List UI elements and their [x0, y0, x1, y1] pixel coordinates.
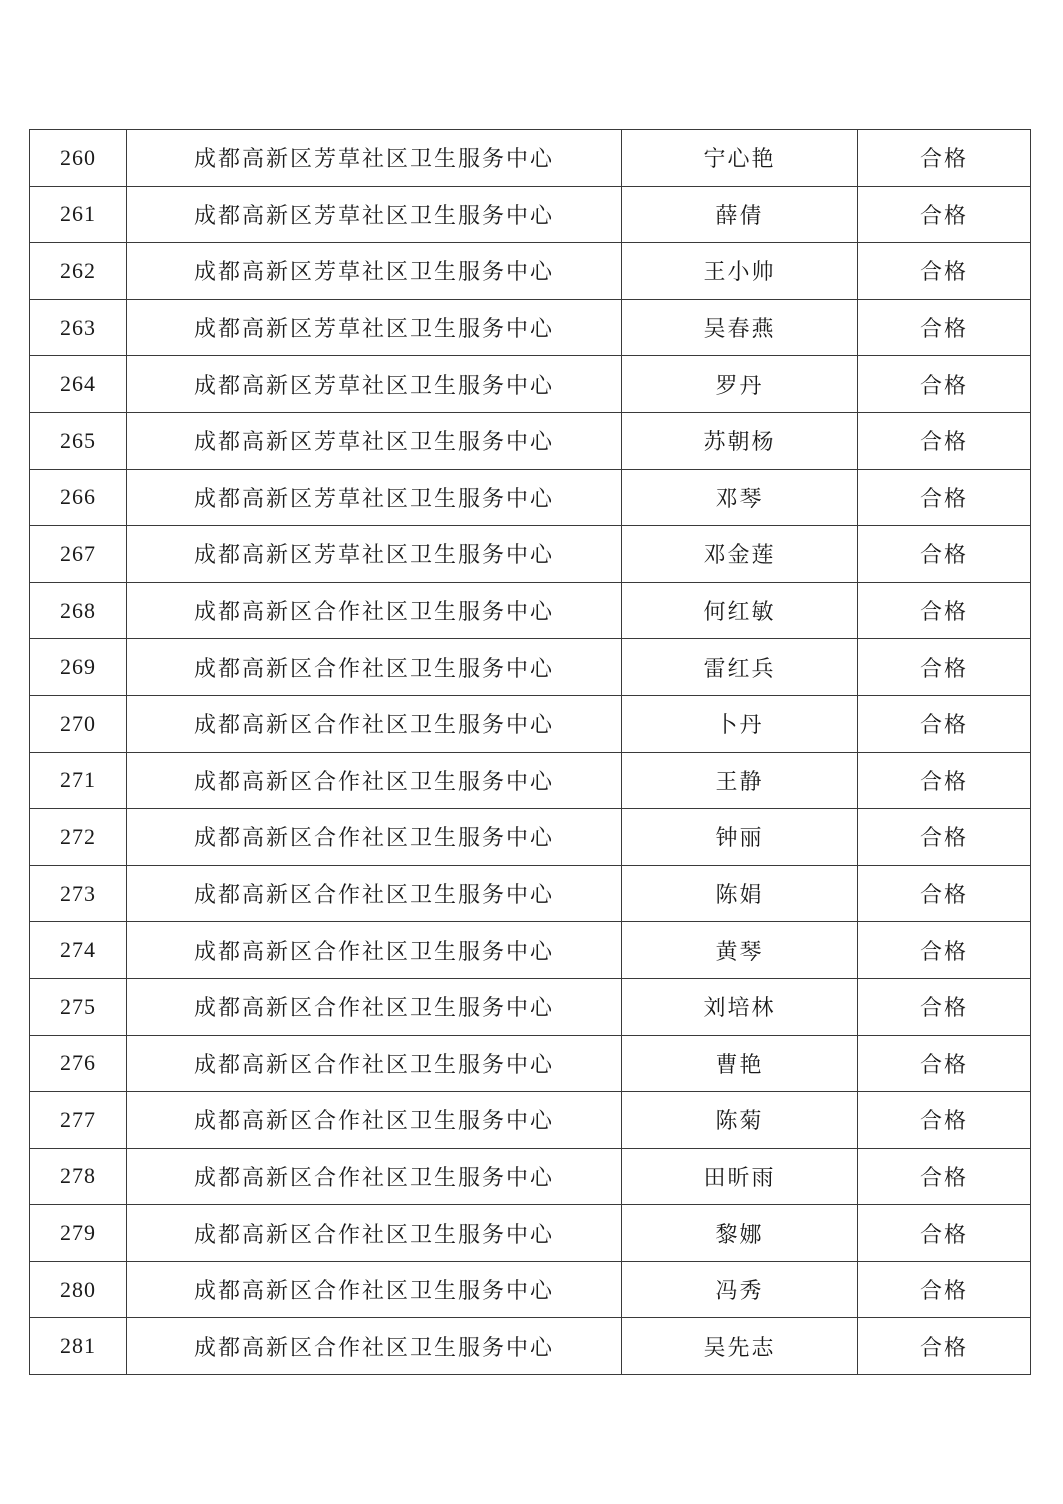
- table-row: [30, 130, 1031, 187]
- person-name-cell: 邓金莲: [622, 526, 858, 583]
- person-name-cell: 邓琴: [622, 469, 858, 526]
- result-cell: 合格: [858, 243, 1031, 300]
- row-number: 267: [30, 526, 127, 583]
- person-name-cell: 何红敏: [622, 582, 858, 639]
- organization-cell: 成都高新区合作社区卫生服务中心: [127, 865, 622, 922]
- table-row: [30, 469, 1031, 526]
- organization-cell: 成都高新区芳草社区卫生服务中心: [127, 469, 622, 526]
- person-name-cell: 冯秀: [622, 1261, 858, 1318]
- result-cell: 合格: [858, 469, 1031, 526]
- row-number: 265: [30, 412, 127, 469]
- organization-cell: 成都高新区合作社区卫生服务中心: [127, 1261, 622, 1318]
- person-name-cell: 薛倩: [622, 186, 858, 243]
- organization-cell: 成都高新区合作社区卫生服务中心: [127, 639, 622, 696]
- row-number: 274: [30, 922, 127, 979]
- result-cell: 合格: [858, 412, 1031, 469]
- row-number: 273: [30, 865, 127, 922]
- table-row: [30, 922, 1031, 979]
- row-number: 262: [30, 243, 127, 300]
- result-cell: 合格: [858, 1092, 1031, 1149]
- table-row: [30, 1035, 1031, 1092]
- row-number: 268: [30, 582, 127, 639]
- table-row: [30, 412, 1031, 469]
- result-cell: 合格: [858, 582, 1031, 639]
- result-cell: 合格: [858, 809, 1031, 866]
- result-cell: 合格: [858, 526, 1031, 583]
- table-row: [30, 1148, 1031, 1205]
- organization-cell: 成都高新区芳草社区卫生服务中心: [127, 526, 622, 583]
- result-cell: 合格: [858, 865, 1031, 922]
- row-number: 270: [30, 695, 127, 752]
- person-name-cell: 陈娟: [622, 865, 858, 922]
- row-number: 264: [30, 356, 127, 413]
- person-name-cell: 吴先志: [622, 1318, 858, 1375]
- organization-cell: 成都高新区芳草社区卫生服务中心: [127, 299, 622, 356]
- table-row: [30, 865, 1031, 922]
- row-number: 271: [30, 752, 127, 809]
- organization-cell: 成都高新区芳草社区卫生服务中心: [127, 356, 622, 413]
- organization-cell: 成都高新区合作社区卫生服务中心: [127, 752, 622, 809]
- organization-cell: 成都高新区合作社区卫生服务中心: [127, 978, 622, 1035]
- table-row: [30, 978, 1031, 1035]
- table-row: [30, 299, 1031, 356]
- person-name-cell: 罗丹: [622, 356, 858, 413]
- person-name-cell: 吴春燕: [622, 299, 858, 356]
- table-row: [30, 752, 1031, 809]
- result-cell: 合格: [858, 978, 1031, 1035]
- organization-cell: 成都高新区合作社区卫生服务中心: [127, 1092, 622, 1149]
- person-name-cell: 陈菊: [622, 1092, 858, 1149]
- result-cell: 合格: [858, 639, 1031, 696]
- table-row: [30, 526, 1031, 583]
- person-name-cell: 钟丽: [622, 809, 858, 866]
- person-name-cell: 宁心艳: [622, 130, 858, 187]
- result-cell: 合格: [858, 1318, 1031, 1375]
- person-name-cell: 卜丹: [622, 695, 858, 752]
- result-cell: 合格: [858, 356, 1031, 413]
- result-cell: 合格: [858, 922, 1031, 979]
- row-number: 260: [30, 130, 127, 187]
- table-row: [30, 186, 1031, 243]
- table-row: [30, 1318, 1031, 1375]
- row-number: 279: [30, 1205, 127, 1262]
- row-number: 278: [30, 1148, 127, 1205]
- person-name-cell: 黄琴: [622, 922, 858, 979]
- organization-cell: 成都高新区合作社区卫生服务中心: [127, 582, 622, 639]
- result-cell: 合格: [858, 1205, 1031, 1262]
- result-cell: 合格: [858, 130, 1031, 187]
- organization-cell: 成都高新区合作社区卫生服务中心: [127, 1318, 622, 1375]
- row-number: 266: [30, 469, 127, 526]
- person-name-cell: 苏朝杨: [622, 412, 858, 469]
- results-table: [29, 129, 1031, 1375]
- organization-cell: 成都高新区合作社区卫生服务中心: [127, 809, 622, 866]
- row-number: 272: [30, 809, 127, 866]
- person-name-cell: 曹艳: [622, 1035, 858, 1092]
- table-row: [30, 356, 1031, 413]
- result-cell: 合格: [858, 752, 1031, 809]
- person-name-cell: 黎娜: [622, 1205, 858, 1262]
- result-cell: 合格: [858, 1261, 1031, 1318]
- table-row: [30, 582, 1031, 639]
- organization-cell: 成都高新区合作社区卫生服务中心: [127, 1148, 622, 1205]
- organization-cell: 成都高新区芳草社区卫生服务中心: [127, 130, 622, 187]
- organization-cell: 成都高新区合作社区卫生服务中心: [127, 1205, 622, 1262]
- person-name-cell: 田昕雨: [622, 1148, 858, 1205]
- row-number: 269: [30, 639, 127, 696]
- row-number: 261: [30, 186, 127, 243]
- result-cell: 合格: [858, 1148, 1031, 1205]
- person-name-cell: 王小帅: [622, 243, 858, 300]
- table-row: [30, 1261, 1031, 1318]
- row-number: 275: [30, 978, 127, 1035]
- result-cell: 合格: [858, 299, 1031, 356]
- organization-cell: 成都高新区合作社区卫生服务中心: [127, 695, 622, 752]
- result-cell: 合格: [858, 695, 1031, 752]
- organization-cell: 成都高新区芳草社区卫生服务中心: [127, 412, 622, 469]
- row-number: 277: [30, 1092, 127, 1149]
- organization-cell: 成都高新区合作社区卫生服务中心: [127, 1035, 622, 1092]
- result-cell: 合格: [858, 186, 1031, 243]
- organization-cell: 成都高新区芳草社区卫生服务中心: [127, 186, 622, 243]
- table-row: [30, 639, 1031, 696]
- result-cell: 合格: [858, 1035, 1031, 1092]
- results-table-body: [30, 130, 1031, 1375]
- table-row: [30, 1092, 1031, 1149]
- organization-cell: 成都高新区合作社区卫生服务中心: [127, 922, 622, 979]
- table-row: [30, 243, 1031, 300]
- person-name-cell: 刘培林: [622, 978, 858, 1035]
- table-row: [30, 809, 1031, 866]
- row-number: 281: [30, 1318, 127, 1375]
- row-number: 280: [30, 1261, 127, 1318]
- person-name-cell: 雷红兵: [622, 639, 858, 696]
- table-row: [30, 1205, 1031, 1262]
- person-name-cell: 王静: [622, 752, 858, 809]
- organization-cell: 成都高新区芳草社区卫生服务中心: [127, 243, 622, 300]
- table-row: [30, 695, 1031, 752]
- row-number: 276: [30, 1035, 127, 1092]
- row-number: 263: [30, 299, 127, 356]
